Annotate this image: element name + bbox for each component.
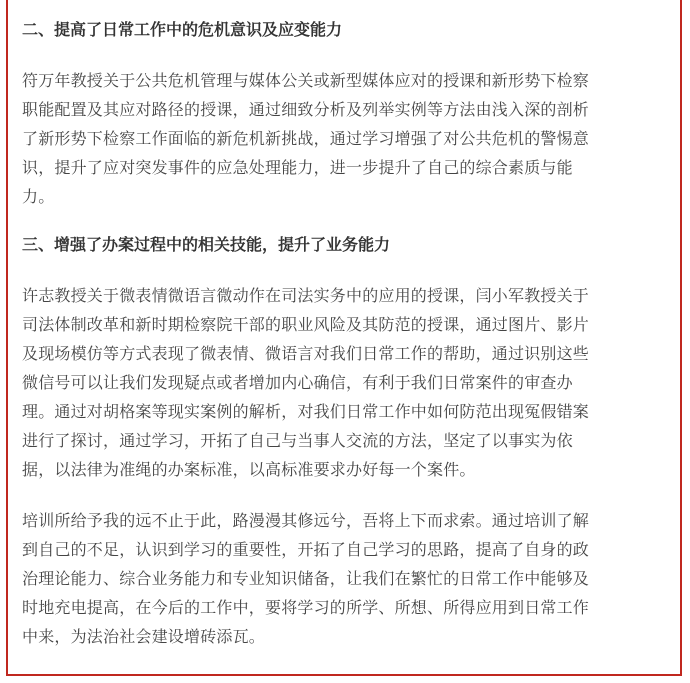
paragraph-line: 到自己的不足，认识到学习的重要性，开拓了自己学习的思路，提高了自身的政 — [22, 540, 590, 559]
section-two-heading: 二、提高了日常工作中的危机意识及应变能力 — [22, 20, 343, 39]
article-content — [22, 14, 670, 651]
paragraph-line: 据，以法律为准绳的办案标准，以高标准要求办好每一个案件。 — [22, 460, 476, 479]
paragraph-line: 培训所给予我的远不止于此，路漫漫其修远兮，吾将上下而求索。通过培训了解 — [22, 511, 590, 530]
section-three-heading: 三、增强了办案过程中的相关技能，提升了业务能力 — [22, 235, 391, 254]
paragraph-line: 职能配置及其应对路径的授课，通过细致分析及列举实例等方法由浅入深的剖析 — [22, 100, 590, 119]
section-two-paragraph — [22, 66, 670, 211]
paragraph-line: 中来，为法治社会建设增砖添瓦。 — [22, 627, 266, 646]
paragraph-line: 司法体制改革和新时期检察院干部的职业风险及其防范的授课，通过图片、影片 — [22, 315, 590, 334]
paragraph-line: 治理论能力、综合业务能力和专业知识储备，让我们在繁忙的日常工作中能够及 — [22, 569, 590, 588]
paragraph-line: 微信号可以让我们发现疑点或者增加内心确信，有利于我们日常案件的审查办 — [22, 373, 573, 392]
paragraph-line: 识，提升了应对突发事件的应急处理能力，进一步提升了自己的综合素质与能 — [22, 158, 573, 177]
paragraph-line: 了新形势下检察工作面临的新危机新挑战，通过学习增强了对公共危机的警惕意 — [22, 129, 590, 148]
paragraph-line: 许志教授关于微表情微语言微动作在司法实务中的应用的授课，闫小军教授关于 — [22, 286, 590, 305]
paragraph-line: 符万年教授关于公共危机管理与媒体公关或新型媒体应对的授课和新形势下检察 — [22, 71, 590, 90]
section-three-paragraph — [22, 281, 670, 484]
paragraph-line: 及现场模仿等方式表现了微表情、微语言对我们日常工作的帮助，通过识别这些 — [22, 344, 590, 363]
paragraph-line: 时地充电提高，在今后的工作中，要将学习的所学、所想、所得应用到日常工作 — [22, 598, 590, 617]
paragraph-line: 理。通过对胡格案等现实案例的解析，对我们日常工作中如何防范出现冤假错案 — [22, 402, 590, 421]
paragraph-line: 力。 — [22, 187, 55, 206]
paragraph-line: 进行了探讨，通过学习，开拓了自己与当事人交流的方法，坚定了以事实为依 — [22, 431, 573, 450]
closing-paragraph — [22, 506, 670, 651]
